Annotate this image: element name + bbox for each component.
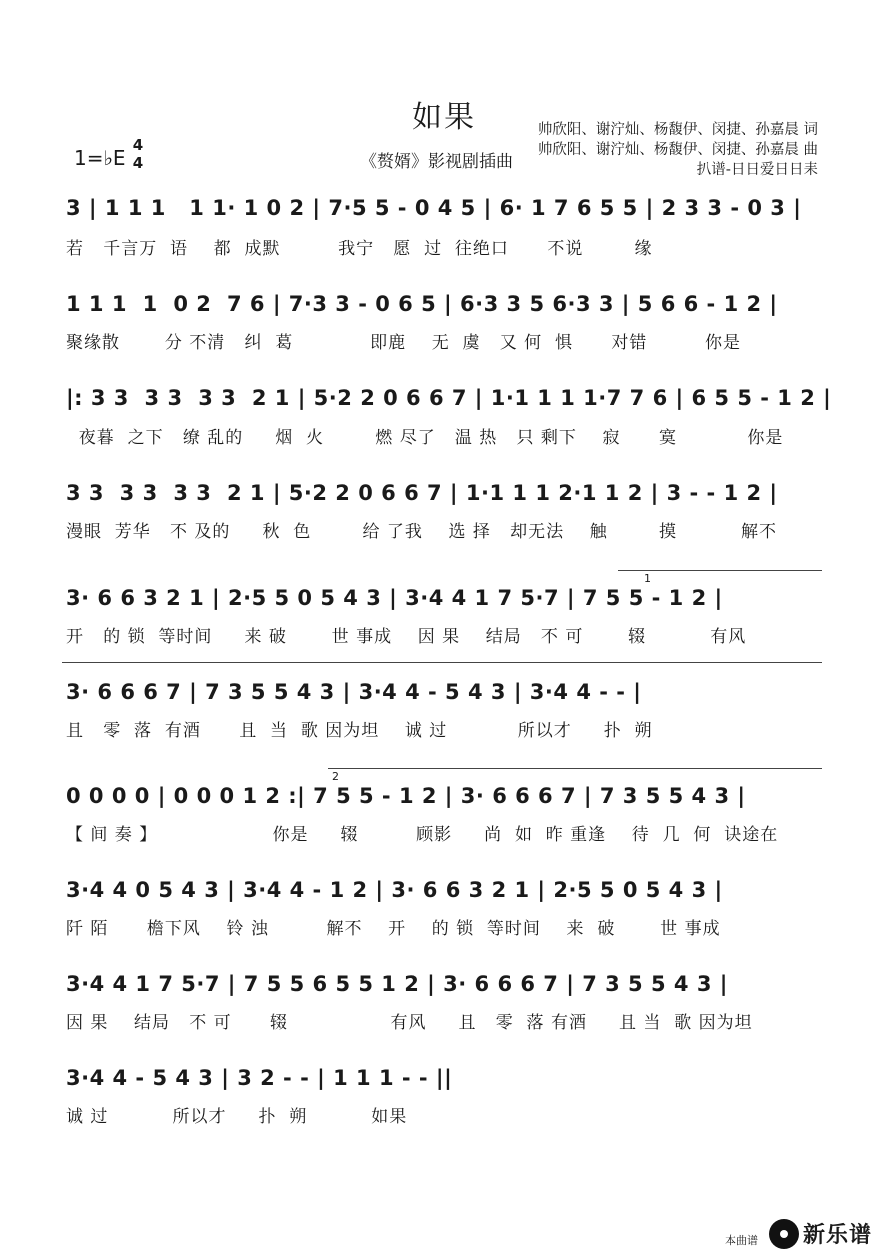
brand-logo[interactable]	[769, 1218, 872, 1249]
notation-row-5: 3· 6 6 3 2 1 | 2·5 5 0 5 4 3 | 3·4 4 1 7 5·7 | 7 5 5 - 1 2 |	[66, 586, 723, 610]
lyricist-credit: 帅欣阳、谢泞灿、杨馥伊、闵捷、孙嘉晨 词	[537, 122, 818, 138]
song-title: 如果	[412, 100, 476, 135]
record-disc-icon	[769, 1219, 799, 1249]
key-signature: 1=♭E	[74, 146, 126, 170]
volta-bracket-2	[328, 768, 822, 769]
notation-row-3: |: 3 3 3 3 3 3 2 1 | 5·2 2 0 6 6 7 | 1·1 1 1 1·7 7 6 | 6 5 5 - 1 2 |	[66, 386, 832, 410]
notation-row-9: 3·4 4 1 7 5·7 | 7 5 5 6 5 5 1 2 | 3· 6 6 6 7 | 7 3 5 5 4 3 |	[66, 972, 728, 996]
lyrics-row-6: 且 零 落 有酒 且 当 歌 因为坦 诚 过 所以才 扑 朔	[66, 721, 653, 741]
notation-row-7: 0 0 0 0 | 0 0 0 1 2 :| 7 5 5 - 1 2 | 3· 6 6 6 7 | 7 3 5 5 4 3 |	[66, 784, 746, 808]
footer-label: 本曲谱	[725, 1234, 758, 1247]
lyrics-row-7: 【 间 奏 】 你是 辍 顾影 尚 如 昨 重逢 待 几 何 诀途在	[66, 825, 779, 845]
notation-row-8: 3·4 4 0 5 4 3 | 3·4 4 - 1 2 | 3· 6 6 3 2 1 | 2·5 5 0 5 4 3 |	[66, 878, 723, 902]
time-signature	[130, 136, 146, 172]
time-signature-numerator: 4	[132, 136, 144, 154]
notation-row-6: 3· 6 6 6 7 | 7 3 5 5 4 3 | 3·4 4 - 5 4 3 | 3·4 4 - - |	[66, 680, 642, 704]
credits	[538, 120, 818, 180]
lyrics-row-10: 诚 过 所以才 扑 朔 如果	[66, 1107, 408, 1127]
brand-name: 新乐谱	[802, 1223, 872, 1248]
notation-row-2: 1 1 1 1 0 2 7 6 | 7·3 3 - 0 6 5 | 6·3 3 5 6·3 3 | 5 6 6 - 1 2 |	[66, 292, 778, 316]
notation-row-4: 3 3 3 3 3 3 2 1 | 5·2 2 0 6 6 7 | 1·1 1 1 2·1 1 2 | 3 - - 1 2 |	[66, 481, 778, 505]
notation-row-1: 3 | 1 1 1 1 1· 1 0 2 | 7·5 5 - 0 4 5 | 6· 1 7 6 5 5 | 2 3 3 - 0 3 |	[66, 196, 802, 220]
lyrics-row-8: 阡 陌 檐下风 铃 浊 解不 开 的 锁 等时间 来 破 世 事成	[66, 919, 721, 939]
lyrics-row-9: 因 果 结局 不 可 辍 有风 且 零 落 有酒 且 当 歌 因为坦	[66, 1013, 753, 1033]
notation-row-10: 3·4 4 - 5 4 3 | 3 2 - - | 1 1 1 - - ||	[66, 1066, 453, 1090]
volta-2-label: 2	[332, 770, 339, 783]
volta-bracket-1-continued	[62, 662, 822, 663]
volta-1-label: 1	[644, 572, 651, 585]
time-signature-denominator: 4	[132, 154, 144, 172]
lyrics-row-1: 若 千言万 语 都 成默 我宁 愿 过 往绝口 不说 缘	[66, 239, 653, 259]
composer-credit: 帅欣阳、谢泞灿、杨馥伊、闵捷、孙嘉晨 曲	[537, 142, 818, 158]
lyrics-row-3: 夜暮 之下 缭 乱的 烟 火 燃 尽了 温 热 只 剩下 寂 寞 你是	[66, 428, 784, 448]
lyrics-row-2: 聚缘散 分 不清 纠 葛 即鹿 无 虞 又 何 惧 对错 你是	[66, 333, 741, 353]
transcriber-credit: 扒谱-日日爱日日耒	[696, 162, 818, 178]
lyrics-row-4: 漫眼 芳华 不 及的 秋 色 给 了我 选 择 却无法 触 摸 解不	[66, 522, 777, 542]
song-subtitle: 《赘婿》影视剧插曲	[360, 152, 513, 172]
lyrics-row-5: 开 的 锁 等时间 来 破 世 事成 因 果 结局 不 可 辍 有风	[66, 627, 747, 647]
volta-bracket-1	[618, 570, 822, 571]
